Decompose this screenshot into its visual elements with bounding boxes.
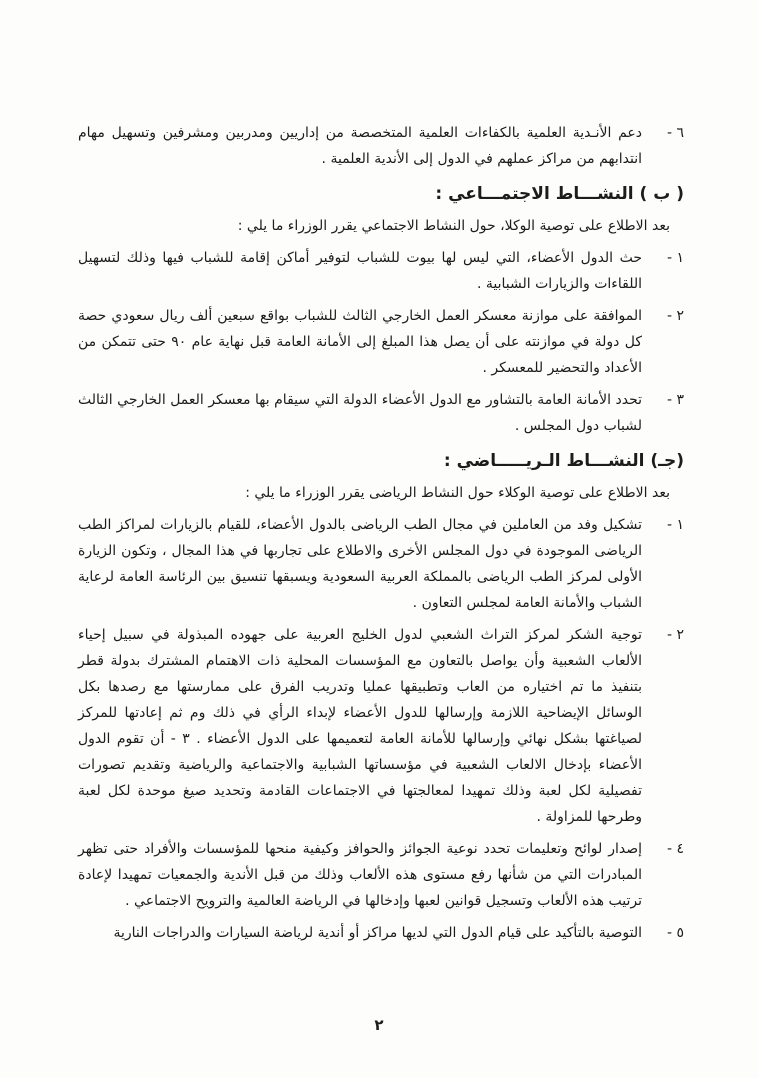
document-text-block: [78, 120, 684, 952]
item-number: ٥ -: [666, 925, 684, 941]
section-c-item-4: [78, 836, 684, 914]
item-text: تحدد الأمانة العامة بالتشاور مع الدول الأعضاء الدولة التي سيقام بها معسكر العمل الخارجي الثالث لشباب دول المجلس .: [78, 392, 642, 434]
item-number: ١ -: [666, 250, 684, 266]
item-number: ٢ -: [666, 308, 684, 324]
item-number: ١ -: [666, 517, 684, 533]
section-c-item-1: [78, 512, 684, 616]
item-text: إصدار لوائح وتعليمات تحدد نوعية الجوائز والحوافز وكيفية منحها للمؤسسات والأفراد حتى تظهر المبادرات التي من شأنها رفع مستوى هذه الألعاب وذلك من قبل الأندية والجمعيات تمهيدا لإعادة ترتيب هذه الألعاب وتسجيل قوانين لعبها وإدخالها في الرياضة العالمية والترويح الاجتماعي .: [78, 841, 642, 909]
section-b-item-3: [78, 387, 684, 439]
item-number: ٢ -: [666, 627, 684, 643]
item-text: تشكيل وفد من العاملين في مجال الطب الرياضى بالدول الأعضاء، للقيام بالزيارات لمراكز الطب الرياضى الموجودة في دول المجلس الأخرى والاطلاع على تجاربها في هذا المجال ، وتكون الزيارة الأولى لمركز الطب الرياضى بالمملكة العربية السعودية ويسبقها تنسيق بين الرئاسة العامة لرعاية الشباب والأمانة العامة لمجلس التعاون .: [78, 517, 642, 611]
item-text: دعم الأنـدية العلمية بالكفاءات العلمية المتخصصة من إداريين ومدربين ومشرفين وتسهيل مهام انتدابهم من مراكز عملهم في الدول إلى الأندية العلمية .: [78, 125, 642, 167]
item-text: توجية الشكر لمركز التراث الشعبي لدول الخليج العربية على جهوده المبذولة في سبيل إحياء الألعاب الشعبية وأن يواصل بالتعاون مع المؤسسات المحلية ذات الاهتمام المشترك بدولة قطر بتنفيذ ما تم اختياره من العاب وتطبيقها عمليا وتدريب الفرق على ممارستها مع رصدها بكل الوسائل الإيضاحية اللازمة وإرسالها للدول الأعضاء لإبداء الرأي في ذلك وم ثم إعادتها للمركز لصياغتها بشكل نهائي وإرسالها للأمانة العامة لتعميمها على الدول الأعضاء . ٣ - أن تقوم الدول الأعضاء بإدخال الالعاب الشعبية في مؤسساتها الشبابية والاجتماعية والرياضية وتقديم تصورات تفصيلية لكل لعبة وذلك تمهيدا لمعالجتها في الاجتماعات القادمة وتحديد صيغ موحدة لكل لعبة وطرحها للمزاولة .: [78, 627, 643, 825]
section-c-item-5: [78, 920, 684, 946]
section-c-intro: بعد الاطلاع على توصية الوكلاء حول النشاط الرياضى يقرر الوزراء ما يلي :: [245, 485, 670, 501]
item-number: ٣ -: [666, 392, 684, 408]
item-text: حث الدول الأعضاء، التي ليس لها بيوت للشباب لتوفير أماكن إقامة للشباب فيها وذلك لتسهيل اللقاءات والزيارات الشبابية .: [78, 250, 642, 292]
section-c-heading: (جـ) النشـــاط الـريـــــاضي :: [443, 451, 684, 471]
item-text: الموافقة على موازنة معسكر العمل الخارجي الثالث للشباب بواقع سبعين ألف ريال سعودي حصة كل دولة في موازنته على أن يصل هذا المبلغ إلى الأمانة العامة قبل نهاية عام ٩٠ حتى تتمكن من الأعداد والتحضير للمعسكر .: [78, 308, 642, 376]
list-item-6: [78, 120, 684, 172]
section-b-item-2: [78, 303, 684, 381]
section-b-item-1: [78, 245, 684, 297]
section-b-heading: ( ب ) النشـــاط الاجتمـــاعي :: [435, 184, 684, 204]
item-text: التوصية بالتأكيد على قيام الدول التي لديها مراكز أو أندية لرياضة السيارات والدراجات النارية: [113, 925, 642, 941]
section-b-intro: بعد الاطلاع على توصية الوكلا، حول النشاط الاجتماعي يقرر الوزراء ما يلي :: [237, 218, 670, 234]
item-number: ٤ -: [666, 841, 684, 857]
section-c-item-2: [78, 622, 684, 830]
item-number: ٦ -: [666, 125, 684, 141]
page-number: ٢: [374, 1016, 384, 1034]
